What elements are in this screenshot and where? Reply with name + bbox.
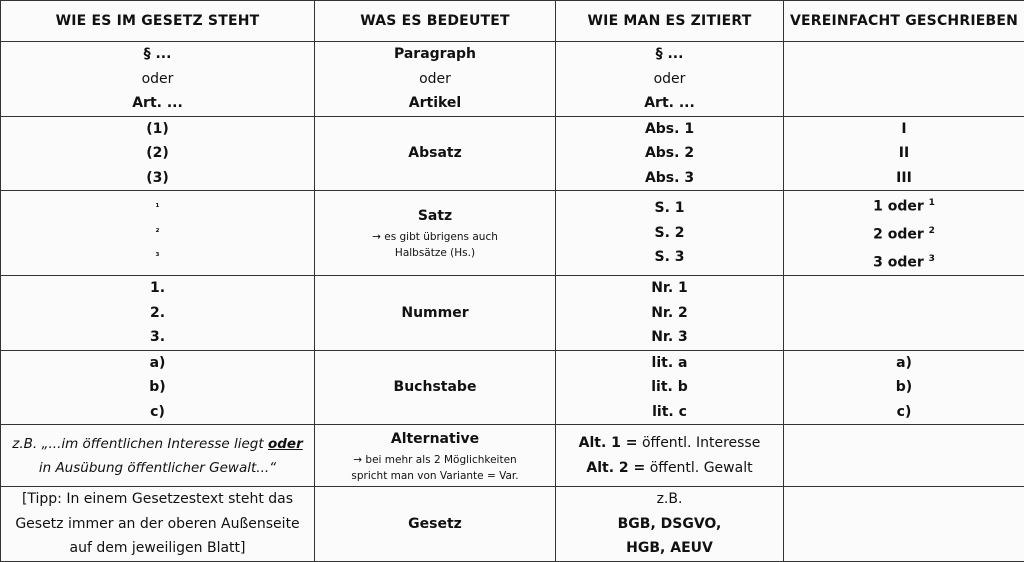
cell-citation [556, 191, 784, 276]
cell-text: § ... [556, 42, 783, 67]
cell-text: Paragraph [315, 42, 555, 67]
cell-text: z.B. [556, 487, 783, 512]
cell-text: Buchstabe [315, 375, 555, 400]
header-citation: WIE MAN ES ZITIERT [556, 1, 784, 42]
cell-simplified [784, 42, 1024, 117]
cell-text: Abs. 2 [556, 141, 783, 166]
cell-text: III [784, 166, 1024, 191]
table-row-satz [1, 191, 1024, 276]
cell-note: spricht man von Variante = Var. [315, 468, 555, 485]
table-row-alternative [1, 425, 1024, 487]
cell-text: (3) [1, 166, 314, 191]
cell-citation [556, 116, 784, 191]
cell-text: Nr. 1 [556, 276, 783, 301]
cell-citation [556, 487, 784, 562]
emphasis-text: oder [268, 436, 303, 452]
cell-text: a) [1, 351, 314, 376]
cell-text: Nr. 3 [556, 325, 783, 350]
cell-law-text [1, 425, 315, 487]
cell-citation [556, 350, 784, 425]
cell-simplified [784, 350, 1024, 425]
table-row-absatz [1, 116, 1024, 191]
header-row [1, 1, 1024, 42]
cell-text: öffentl. Interesse [638, 435, 761, 451]
cell-text: in Ausübung öffentlicher Gewalt...“ [1, 456, 314, 480]
cell-law-text [1, 42, 315, 117]
superscript: 3 [929, 254, 935, 264]
cell-text: Abs. 1 [556, 117, 783, 142]
table-row-gesetz [1, 487, 1024, 562]
header-simplified: VEREINFACHT GESCHRIEBEN [784, 1, 1024, 42]
cell-text: § ... [1, 42, 314, 67]
cell-title: Alternative [315, 427, 555, 452]
cell-text: z.B. „...im öffentlichen Interesse liegt [12, 436, 268, 452]
cell-text: öffentl. Gewalt [645, 460, 752, 476]
cell-text: Art. ... [1, 91, 314, 116]
superscript: 1 [929, 198, 935, 208]
table-row-paragraph [1, 42, 1024, 117]
cell-text: Artikel [315, 91, 555, 116]
cell-text: 2 oder [873, 227, 929, 243]
cell-simplified [784, 487, 1024, 562]
cell-text: Abs. 3 [556, 166, 783, 191]
cell-text: Nummer [315, 301, 555, 326]
cell-note: → bei mehr als 2 Möglichkeiten [315, 452, 555, 469]
cell-text: I [784, 117, 1024, 142]
cell-citation [556, 42, 784, 117]
cell-text: (2) [1, 141, 314, 166]
cell-text: oder [556, 67, 783, 92]
superscript: 2 [929, 226, 935, 236]
cell-text: Gesetz [315, 512, 555, 537]
cell-text: lit. b [556, 375, 783, 400]
cell-line [1, 432, 314, 456]
cell-text: oder [315, 67, 555, 92]
cell-citation [556, 425, 784, 487]
cell-simplified [784, 276, 1024, 351]
cell-text: HGB, AEUV [556, 536, 783, 561]
cell-note: → es gibt übrigens auch [315, 229, 555, 246]
cell-title: Satz [315, 204, 555, 229]
cell-text: Art. ... [556, 91, 783, 116]
cell-text: S. 2 [556, 221, 783, 246]
cell-meaning [315, 350, 556, 425]
cell-note: Halbsätze (Hs.) [315, 245, 555, 262]
cell-label: Alt. 1 = [579, 435, 638, 451]
cell-meaning [315, 42, 556, 117]
table-row-buchstabe [1, 350, 1024, 425]
cell-text: 1. [1, 276, 314, 301]
cell-text: S. 1 [556, 196, 783, 221]
cell-line [784, 247, 1024, 275]
cell-text: 1 oder [873, 199, 929, 215]
cell-text: Absatz [315, 141, 555, 166]
cell-text: c) [784, 400, 1024, 425]
cell-text: 3. [1, 325, 314, 350]
cell-line [784, 191, 1024, 219]
cell-text: b) [1, 375, 314, 400]
cell-line [556, 456, 783, 481]
cell-law-text [1, 116, 315, 191]
cell-line [784, 219, 1024, 247]
cell-simplified [784, 191, 1024, 276]
header-law-text: WIE ES IM GESETZ STEHT [1, 1, 315, 42]
cell-text: b) [784, 375, 1024, 400]
cell-text: ² [1, 221, 314, 246]
cell-text: c) [1, 400, 314, 425]
cell-text: oder [1, 67, 314, 92]
tip-text: Gesetz immer an der oberen Außenseite [1, 512, 314, 537]
header-meaning: WAS ES BEDEUTET [315, 1, 556, 42]
cell-text: II [784, 141, 1024, 166]
tip-text: auf dem jeweiligen Blatt] [1, 536, 314, 561]
cell-meaning [315, 116, 556, 191]
cell-simplified [784, 116, 1024, 191]
cell-line [556, 431, 783, 456]
cell-citation [556, 276, 784, 351]
cell-law-text [1, 276, 315, 351]
cell-text: lit. a [556, 351, 783, 376]
cell-text: BGB, DSGVO, [556, 512, 783, 537]
cell-law-text [1, 487, 315, 562]
cell-law-text [1, 350, 315, 425]
cell-label: Alt. 2 = [586, 460, 645, 476]
cell-text: (1) [1, 117, 314, 142]
cell-text: Nr. 2 [556, 301, 783, 326]
cell-text: 3 oder [873, 255, 929, 271]
table-row-nummer [1, 276, 1024, 351]
cell-text: a) [784, 351, 1024, 376]
cell-simplified [784, 425, 1024, 487]
tip-text: [Tipp: In einem Gesetzestext steht das [1, 487, 314, 512]
cell-text: S. 3 [556, 245, 783, 270]
cell-meaning [315, 487, 556, 562]
cell-text: ³ [1, 245, 314, 270]
cell-meaning [315, 191, 556, 276]
cell-text: 2. [1, 301, 314, 326]
cell-text: lit. c [556, 400, 783, 425]
cell-law-text [1, 191, 315, 276]
cell-meaning [315, 276, 556, 351]
cell-text: ¹ [1, 196, 314, 221]
cell-meaning [315, 425, 556, 487]
